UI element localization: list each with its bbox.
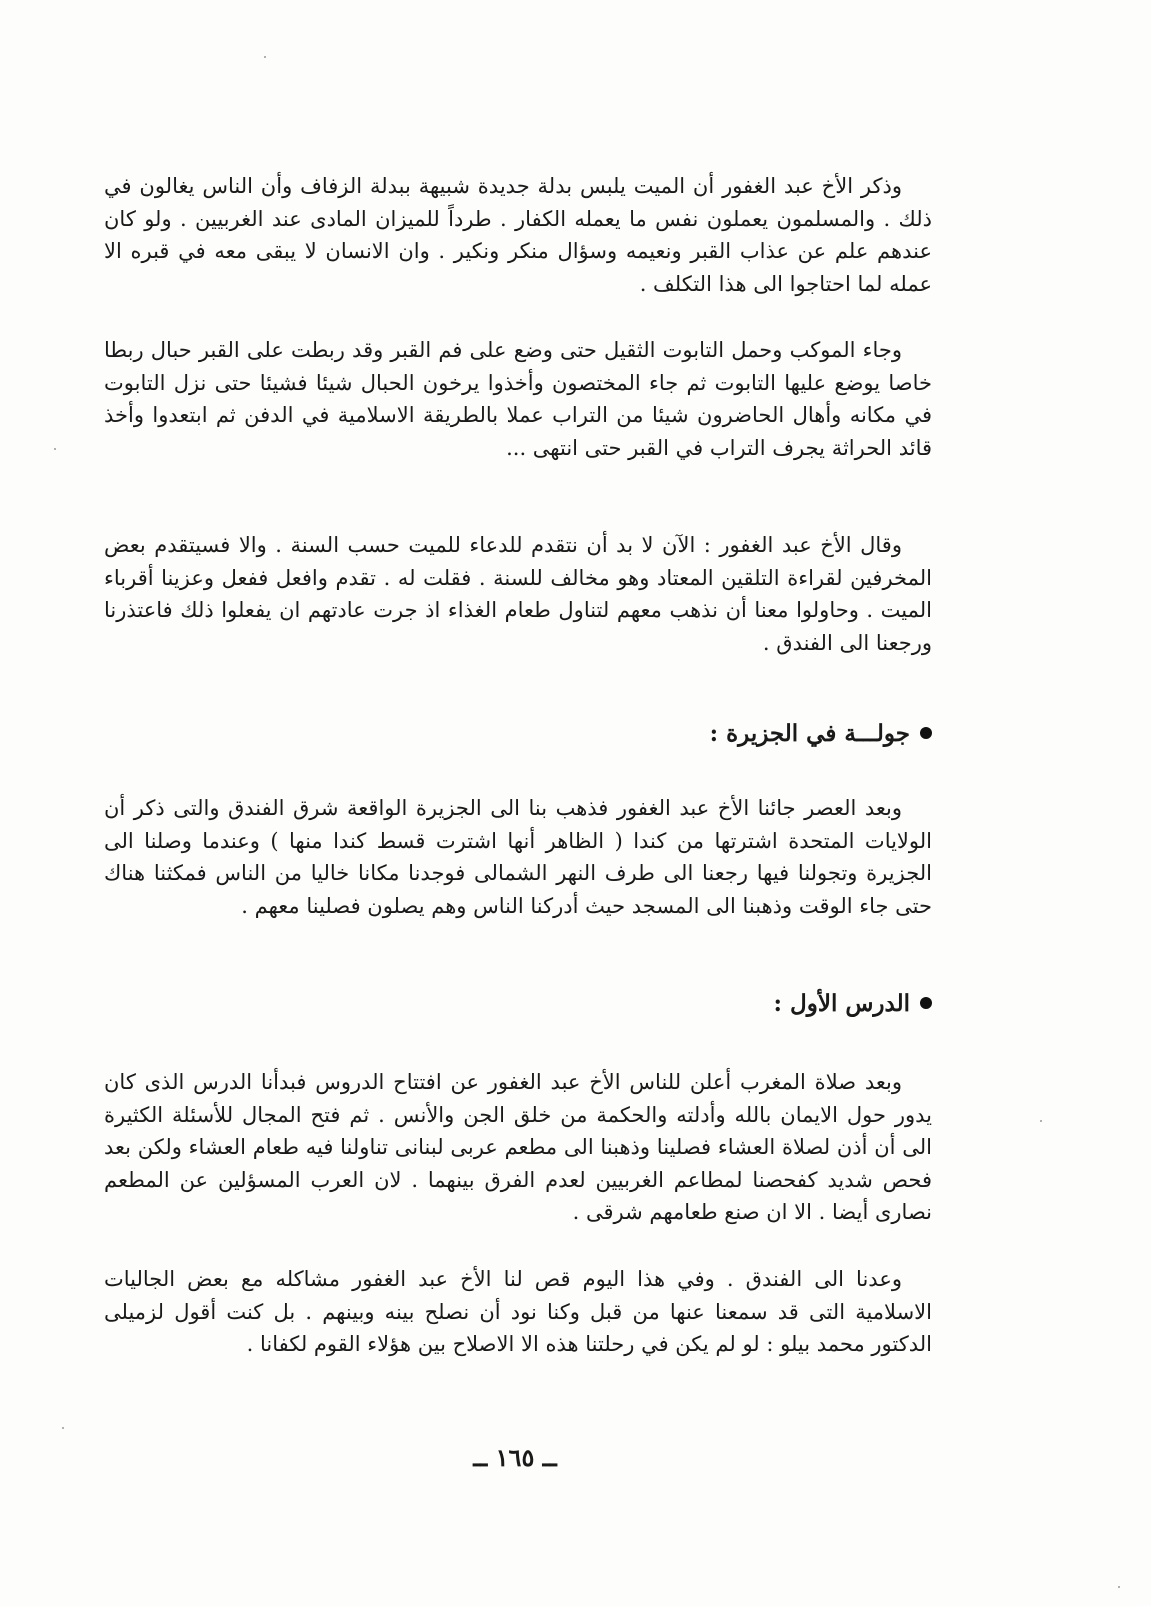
scan-speck [1118,1586,1120,1588]
paragraph-3: وقال الأخ عبد الغفور : الآن لا بد أن نتقدم للدعاء للميت حسب السنة . والا فسيتقدم بعض المخرفين لقراءة التلقين المعتاد وهو مخالف للسنة . فقلت له . تقدم وافعل ففعل وعزينا أقرباء الميت . وحاولوا معنا أن نذهب معهم لتناول طعام الغذاء اذ جرت عادتهم ان يفعلوا ذلك فاعتذرنا ورجعنا الى الفندق . [104,533,932,655]
paragraph-4: وبعد العصر جائنا الأخ عبد الغفور فذهب بنا الى الجزيرة الواقعة شرق الفندق والتى ذكر أن الولايات المتحدة اشترتها من كندا ( الظاهر أنها اشترت قسط كندا منها ) وعندما وصلنا الى الجزيرة وتجولنا فيها رجعنا الى طرف النهر الشمالى فوجدنا مكانا خاليا من الناس فمكثنا هناك حتى جاء الوقت وذهبنا الى المسجد حيث أدركنا الناس وهم يصلون فصلينا معهم . [104,796,932,918]
paragraph-5: وبعد صلاة المغرب أعلن للناس الأخ عبد الغفور عن افتتاح الدروس فبدأنا الدرس الذى كان يدور حول الايمان بالله وأدلته والحكمة من خلق الجن والأنس . ثم فتح المجال للأسئلة الكثيرة الى أن أذن لصلاة العشاء فصلينا وذهبنا الى مطعم عربى لبنانى تناولنا فيه طعام العشاء ولكن بعد فحص شديد كفحصنا لمطاعم الغربيين لعدم الفرق بينهما . لان العرب المسؤلين عن المطعم نصارى أيضا . الا ان صنع طعامهم شرقى . [104,1070,932,1224]
paragraph-6: وعدنا الى الفندق . وفي هذا اليوم قص لنا الأخ عبد الغفور مشاكله مع بعض الجاليات الاسلامية التى قد سمعنا عنها من قبل وكنا نود أن نصلح بينه وبينهم . بل كنت أقول لزميلى الدكتور محمد بيلو : لو لم يكن في رحلتنا هذه الا الاصلاح بين هؤلاء القوم لكفانا . [104,1267,932,1356]
paragraph-2: وجاء الموكب وحمل التابوت الثقيل حتى وضع على فم القبر وقد ربطت على القبر حبال ربطا خاصا يوضع عليها التابوت ثم جاء المختصون وأخذوا يرخون الحبال شيئا فشيئا حتى نزل التابوت في مكانه وأهال الحاضرون شيئا من التراب عملا بالطريقة الاسلامية في الدفن ثم ابتعدوا وأخذ قائد الحراثة يجرف التراب في القبر حتى انتهى ... [104,338,932,460]
section-heading-first-lesson [232,988,932,1020]
scan-speck [1040,1120,1042,1122]
bullet-icon [920,997,932,1009]
paragraph-1: وذكر الأخ عبد الغفور أن الميت يلبس بدلة جديدة شبيهة ببدلة الزفاف وأن الناس يغالون في ذلك . والمسلمون يعملون نفس ما يعمله الكفار . طرداً للميزان المادى عند الغربيين . ولو كان عندهم علم عن عذاب القبر ونعيمه وسؤال منكر ونكير . وان الانسان لا يبقى معه في قبره الا عمله لما احتاجوا الى هذا التكلف . [104,174,932,296]
section-heading-island-tour [232,718,932,750]
scan-speck [54,448,56,450]
scan-speck [264,56,266,58]
heading-text: الدرس الأول : [773,990,910,1017]
page-number: ــ ١٦٥ ــ [473,1443,557,1472]
heading-text: جولـــة في الجزيرة : [709,720,910,747]
bullet-icon [920,727,932,739]
scan-speck [62,1427,64,1429]
